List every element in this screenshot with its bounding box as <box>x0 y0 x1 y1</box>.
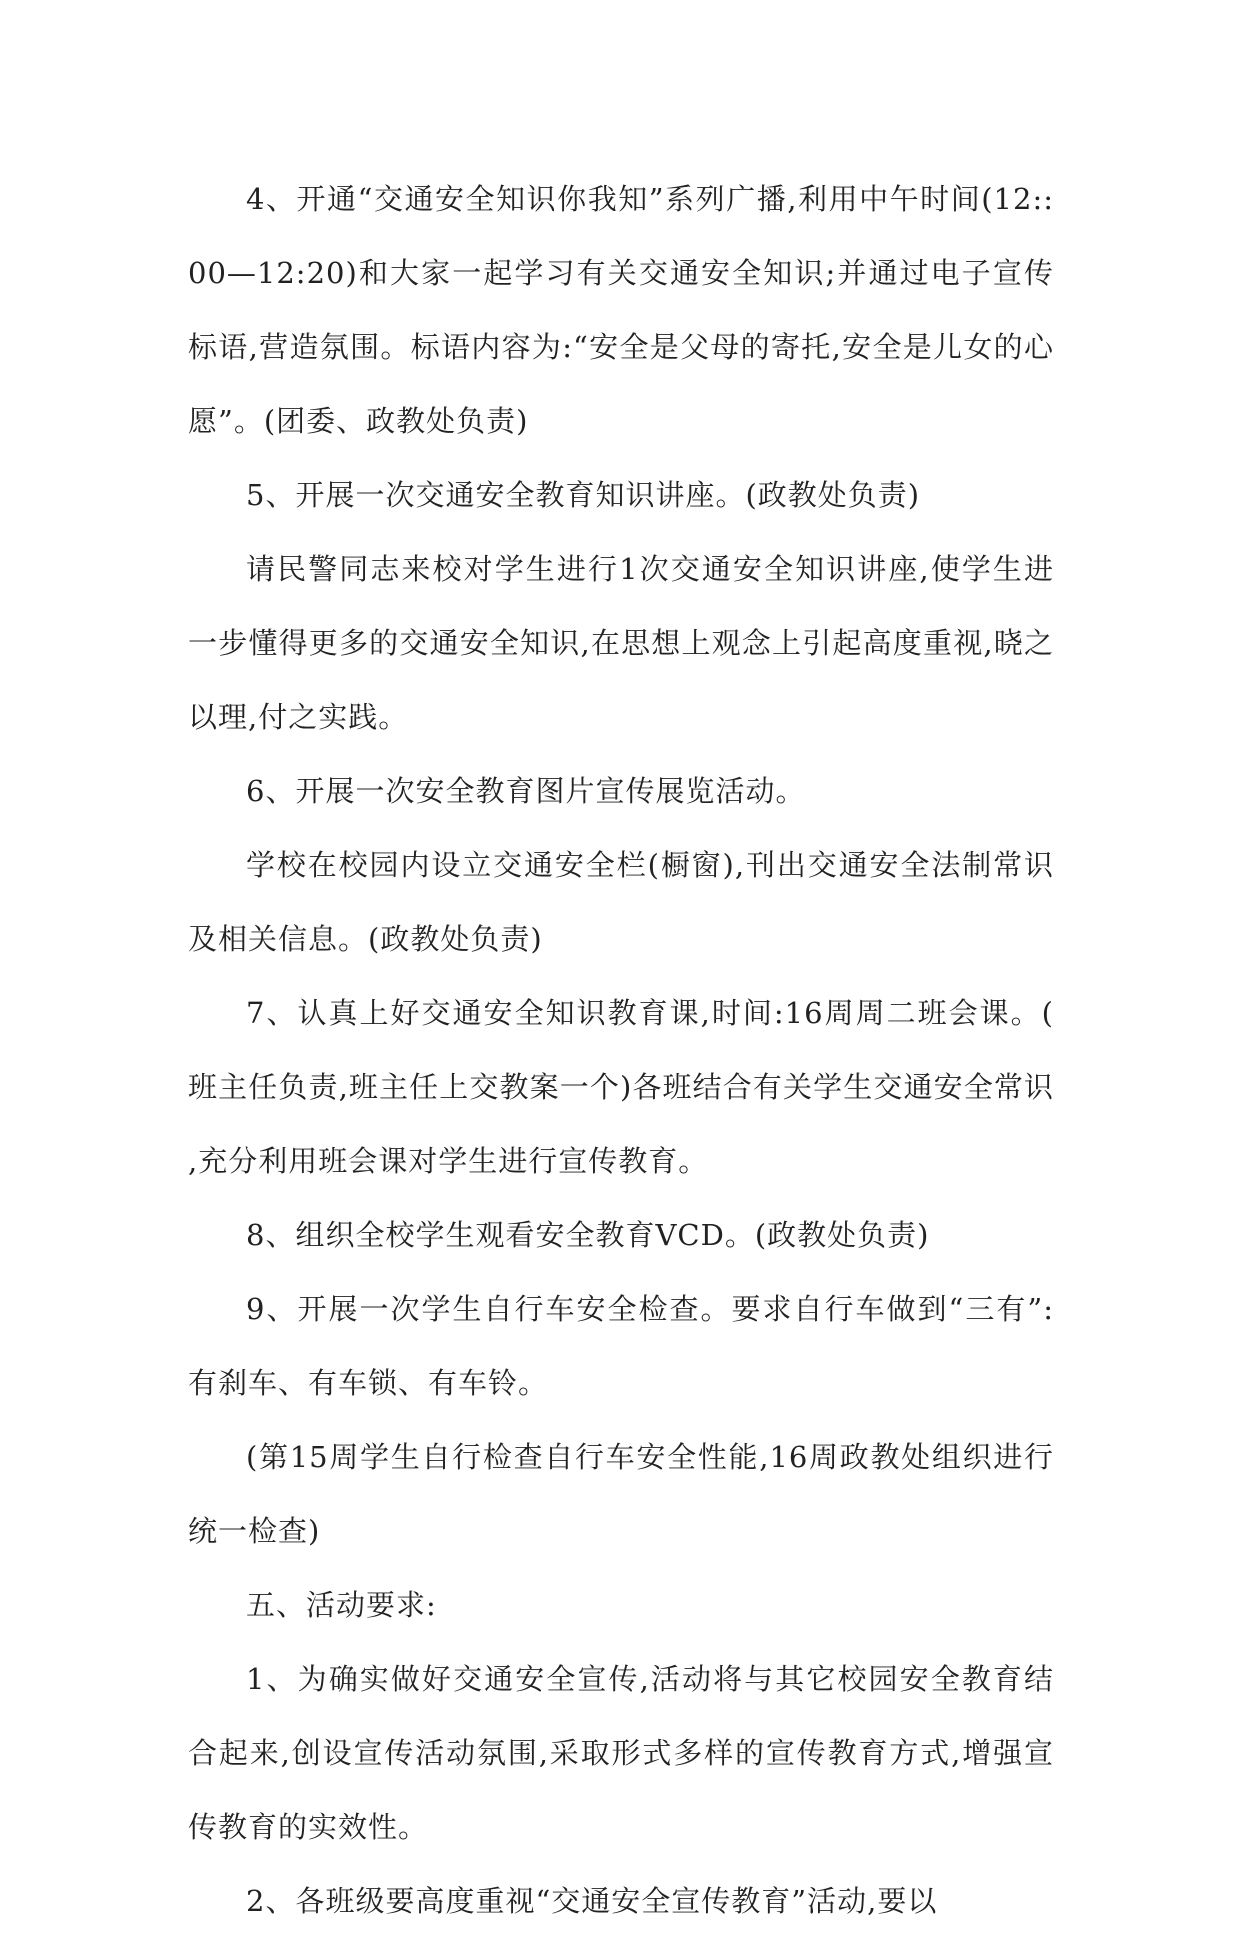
paragraph-item-4: 4、开通“交通安全知识你我知”系列广播,利用中午时间(12::00—12:20)和大家一起学习有关交通安全知识;并通过电子宣传标语,营造氛围。标语内容为:“安全是父母的寄托,安全是儿女的心愿”。(团委、政教处负责) <box>188 182 1054 438</box>
paragraph-requirement-2: 2、各班级要高度重视“交通安全宣传教育”活动,要以 <box>246 1884 938 1918</box>
paragraph-item-5: 5、开展一次交通安全教育知识讲座。(政教处负责) <box>246 478 921 512</box>
paragraph-item-6: 6、开展一次安全教育图片宣传展览活动。 <box>246 774 806 808</box>
section-heading-requirements: 五、活动要求: <box>246 1588 437 1622</box>
paragraph-item-8: 8、组织全校学生观看安全教育VCD。(政教处负责) <box>246 1218 930 1252</box>
paragraph-item-9: 9、开展一次学生自行车安全检查。要求自行车做到“三有”:有刹车、有车锁、有车铃。 <box>188 1292 1054 1400</box>
paragraph-item-7: 7、认真上好交通安全知识教育课,时间:16周周二班会课。(班主任负责,班主任上交教案一个)各班结合有关学生交通安全常识,充分利用班会课对学生进行宣传教育。 <box>188 996 1054 1178</box>
paragraph-bicycle-check-note: (第15周学生自行检查自行车安全性能,16周政教处组织进行统一检查) <box>188 1440 1054 1548</box>
paragraph-lecture-detail: 请民警同志来校对学生进行1次交通安全知识讲座,使学生进一步懂得更多的交通安全知识,在思想上观念上引起高度重视,晓之以理,付之实践。 <box>188 552 1054 734</box>
paragraph-exhibition-detail: 学校在校园内设立交通安全栏(橱窗),刊出交通安全法制常识及相关信息。(政教处负责) <box>188 848 1054 956</box>
document-page <box>188 162 1054 1938</box>
paragraph-requirement-1: 1、为确实做好交通安全宣传,活动将与其它校园安全教育结合起来,创设宣传活动氛围,采取形式多样的宣传教育方式,增强宣传教育的实效性。 <box>188 1662 1054 1844</box>
